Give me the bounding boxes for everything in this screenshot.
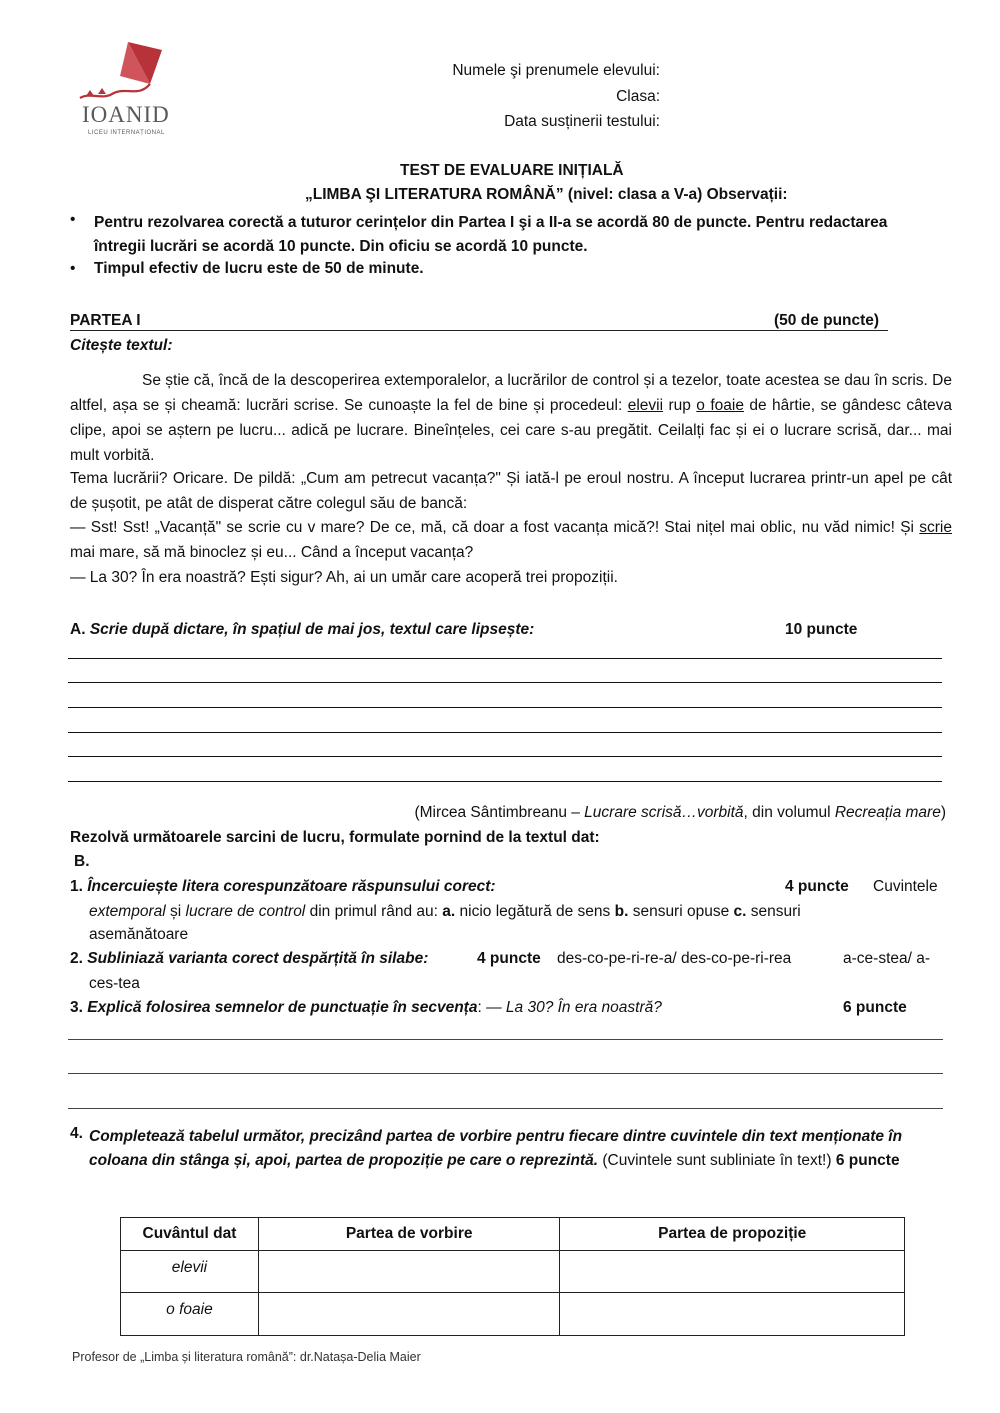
question-1: 1. Încercuiește litera corespunzătoare răspunsului corect: — [70, 878, 496, 895]
option-b[interactable]: b. — [614, 903, 629, 920]
test-date-label: Data susținerii testului: — [504, 113, 660, 130]
underlined-word-o-foaie: o foaie — [696, 397, 744, 414]
question-1-text-start: Cuvintele — [873, 878, 938, 895]
text-source: (Mircea Sântimbreanu – Lucrare scrisă…vorbită, din volumul Recreația mare) — [414, 804, 946, 821]
logo-name: IOANID — [82, 102, 170, 127]
read-text-label: Citește textul: — [70, 337, 173, 354]
underlined-word-elevii: elevii — [627, 397, 664, 414]
bullet: • — [70, 260, 76, 277]
text-paragraph-3: — Sst! Sst! „Vacanță" se scrie cu v mare? De ce, mă, că doar a fost vacanța mică?! Stai nițel mai oblic, nu văd nimic! Și scrie mai mare, să mă binoclez și eu... Când a început vacanța? — [70, 519, 952, 561]
syllable-option-2[interactable]: a-ce-stea/ a- — [843, 950, 931, 967]
writing-line[interactable] — [68, 707, 942, 708]
table-header-part-of-speech: Partea de vorbire — [258, 1218, 560, 1251]
school-logo — [68, 36, 178, 144]
task-a: A. Scrie după dictare, în spațiul de mai jos, textul care lipsește: — [70, 621, 535, 638]
part1-rule — [70, 330, 888, 331]
question-4-points: 6 puncte — [835, 1152, 900, 1169]
writing-line[interactable] — [68, 781, 942, 782]
table-header-sentence-part: Partea de propoziție — [560, 1218, 905, 1251]
part1-label: PARTEA I — [70, 312, 141, 329]
kite-icon — [68, 36, 178, 108]
question-1-options: extemporal și lucrare de control din primul rând au: a. nicio legătură de sens b. sensuri opuse c. sensuri — [89, 903, 801, 920]
answer-line[interactable] — [68, 1039, 943, 1040]
writing-line[interactable] — [68, 682, 942, 683]
observation-time: Timpul efectiv de lucru este de 50 de minute. — [94, 260, 424, 277]
question-4: Completează tabelul următor, precizând partea de vorbire pentru fiecare dintre cuvintele din text menționate în coloana din stânga și, apoi, partea de propoziție pe care o reprezintă. (Cuvintele sunt subliniate în text!) 6 puncte — [89, 1128, 903, 1169]
question-3-points: 6 puncte — [843, 999, 907, 1016]
bullet: • — [70, 211, 76, 228]
answer-table — [120, 1217, 905, 1336]
question-4-num: 4. — [70, 1125, 83, 1142]
syllable-option-2-cont[interactable]: ces-tea — [89, 975, 140, 992]
table-cell-input[interactable] — [258, 1251, 560, 1293]
option-c[interactable]: c. — [733, 903, 747, 920]
answer-line[interactable] — [68, 1108, 943, 1109]
table-cell-input[interactable] — [560, 1293, 905, 1336]
option-a[interactable]: a. — [442, 903, 456, 920]
table-word: o foaie — [121, 1293, 259, 1336]
test-subtitle: „LIMBA ŞI LITERATURA ROMÂNĂ” (nivel: clasa a V-a) Observații: — [305, 186, 788, 203]
task-b-label: B. — [74, 853, 90, 870]
table-row — [121, 1251, 905, 1293]
footer-author: Profesor de „Limba și literatura română”: dr.Natașa-Delia Maier — [72, 1350, 421, 1364]
writing-line[interactable] — [68, 732, 942, 733]
task-a-points: 10 puncte — [785, 621, 858, 638]
syllable-option-1[interactable]: des-co-pe-ri-re-a/ des-co-pe-ri-rea — [557, 950, 792, 967]
class-label: Clasa: — [616, 88, 660, 105]
question-1-options-cont: asemănătoare — [89, 926, 189, 943]
tasks-intro: Rezolvă următoarele sarcini de lucru, formulate pornind de la textul dat: — [70, 829, 600, 846]
writing-line[interactable] — [68, 756, 942, 757]
table-header-word: Cuvântul dat — [121, 1218, 259, 1251]
table-word: elevii — [121, 1251, 259, 1293]
table-cell-input[interactable] — [560, 1251, 905, 1293]
test-title: TEST DE EVALUARE INIȚIALĂ — [400, 162, 624, 179]
answer-line[interactable] — [68, 1073, 943, 1074]
table-cell-input[interactable] — [258, 1293, 560, 1336]
part1-points: (50 de puncte) — [774, 312, 880, 329]
text-paragraph-2: Tema lucrării? Oricare. De pildă: „Cum am petrecut vacanța?" Și iată-l pe eroul nostru. A început lucrarea printr-un apel pe cât de șușotit, pe atât de disperat către colegul său de bancă: — [70, 470, 952, 512]
text-paragraph-1: Se știe că, încă de la descoperirea extemporalelor, a lucrărilor de control și a tezelor, toate acestea se dau în scris. De altfel, așa se și cheamă: lucrări scrise. Se cunoaște la fel de bine și procedeul: elevii rup o foaie de hârtie, se gândesc câteva clipe, apoi se aștern pe lucru... adică pe lucrare. Bineînțeles, cei care s-au pregătit. Ceilalți fac și ei o lucrare scrisă, dar... mai mult vorbită. — [70, 372, 952, 464]
observation-points: Pentru rezolvarea corectă a tuturor cerințelor din Partea I şi a II-a se acordă 80 de puncte. Pentru redactarea întregii lucrări se acordă 10 puncte. Din oficiu se acordă 10 puncte. — [94, 214, 888, 255]
text-paragraph-4: — La 30? În era noastră? Ești sigur? Ah, ai un umăr care acoperă trei propoziții. — [70, 569, 618, 586]
student-name-label: Numele şi prenumele elevului: — [452, 62, 660, 79]
table-row — [121, 1293, 905, 1336]
question-2: 2. Subliniază varianta corect despărțită în silabe: — [70, 950, 429, 967]
underlined-word-scrie: scrie — [919, 519, 952, 536]
question-1-points: 4 puncte — [785, 878, 849, 895]
question-3: 3. Explică folosirea semnelor de punctuație în secvența: — La 30? În era noastră? — [70, 999, 662, 1016]
logo-subtitle: LICEU INTERNAȚIONAL — [88, 130, 165, 136]
question-2-points: 4 puncte — [477, 950, 541, 967]
writing-line[interactable] — [68, 658, 942, 659]
